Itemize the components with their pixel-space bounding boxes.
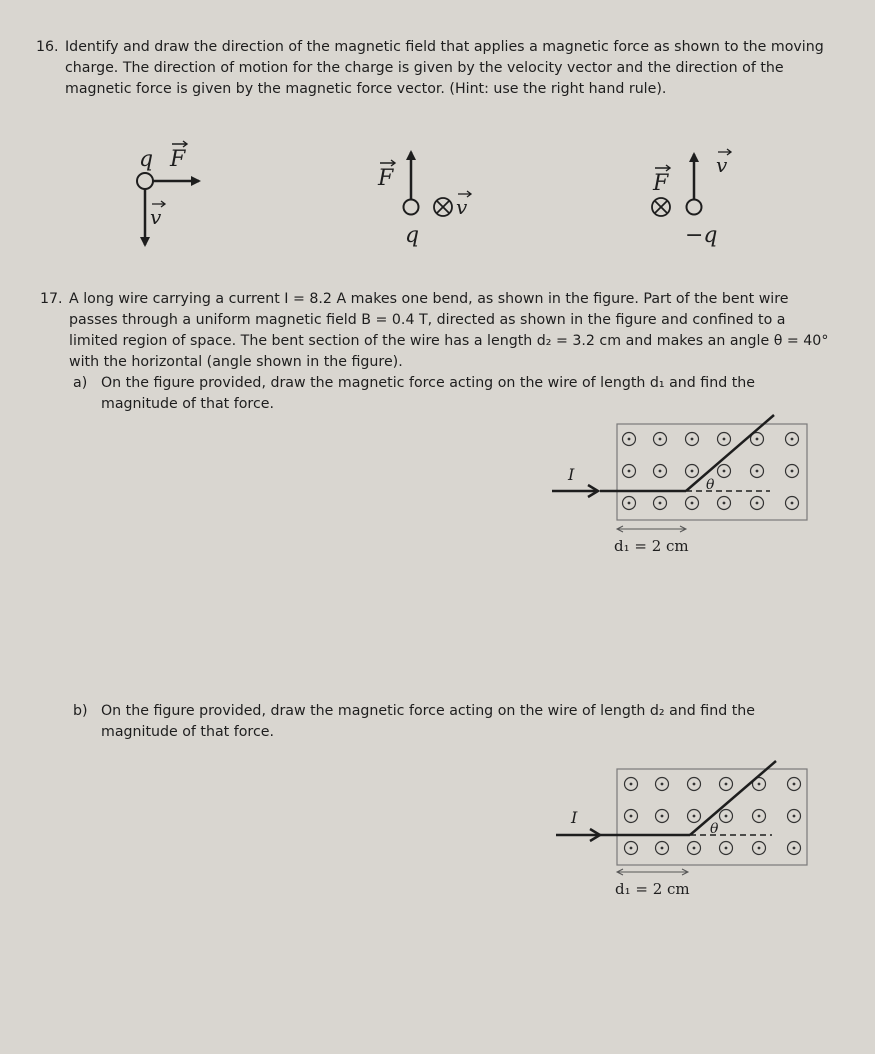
field-dot-center xyxy=(628,438,631,441)
field-dot-center xyxy=(659,470,662,473)
field-dot-center xyxy=(691,502,694,505)
length-dimension-arrow-icon xyxy=(617,526,686,532)
into-page-icon xyxy=(434,198,452,216)
charge-label: q xyxy=(139,147,154,172)
wire-bent-section xyxy=(690,761,776,835)
current-label: I xyxy=(568,465,575,484)
force-label: F xyxy=(170,147,186,172)
question-text: Identify and draw the direction of the magnetic field that applies a magnetic force as shown to the moving charge. The direction of motion for the charge is given by the velocity vector and the direction of the magnetic force is given by the magnetic force vector. (Hint: use the right hand rule). xyxy=(65,39,824,97)
field-dot-center xyxy=(723,502,726,505)
field-dot-center xyxy=(659,438,662,441)
field-dot-center xyxy=(661,847,664,850)
question-number: 17. xyxy=(40,291,63,307)
field-dot-center xyxy=(793,815,796,818)
velocity-label: v xyxy=(150,205,162,229)
field-dot-center xyxy=(791,470,794,473)
figure-a xyxy=(0,400,875,560)
field-dot-center xyxy=(723,438,726,441)
field-dot-center xyxy=(723,470,726,473)
part-text: On the figure provided, draw the magnetic force acting on the wire of length d₁ and find the magnitude of that force. xyxy=(101,375,756,412)
question-number: 16. xyxy=(36,39,59,55)
field-dot-center xyxy=(628,502,631,505)
length-label: d₁ = 2 cm xyxy=(614,537,689,555)
field-dot-center xyxy=(756,502,759,505)
current-label: I xyxy=(571,808,578,827)
question-17 xyxy=(40,289,830,373)
field-dot-center xyxy=(693,847,696,850)
length-dimension-arrow-icon xyxy=(617,869,688,875)
field-dot-center xyxy=(659,502,662,505)
angle-label: θ xyxy=(706,477,715,493)
question-17-part-b xyxy=(73,701,833,743)
part-label: b) xyxy=(73,703,88,719)
field-dot-center xyxy=(630,783,633,786)
field-dot-center xyxy=(756,438,759,441)
length-label: d₁ = 2 cm xyxy=(615,880,690,898)
field-dot-center xyxy=(725,783,728,786)
field-dot-center xyxy=(725,847,728,850)
question-16 xyxy=(36,37,826,100)
field-dot-center xyxy=(758,815,761,818)
field-dot-center xyxy=(756,470,759,473)
figure-b xyxy=(0,747,875,907)
field-dot-center xyxy=(793,847,796,850)
field-dot-center xyxy=(758,783,761,786)
field-dot-center xyxy=(691,438,694,441)
diagram-1 xyxy=(137,141,199,245)
field-dot-center xyxy=(791,502,794,505)
force-label: F xyxy=(653,171,669,196)
current-arrow-icon xyxy=(556,829,600,841)
field-dot-center xyxy=(693,815,696,818)
field-dot-center xyxy=(758,847,761,850)
velocity-label: v xyxy=(456,195,468,219)
field-dot-center xyxy=(693,783,696,786)
wire-bent-section xyxy=(686,415,774,491)
question-text: A long wire carrying a current I = 8.2 A makes one bend, as shown in the figure. Part of the bent wire passes through a uniform magnetic field B = 0.4 T, directed as shown in the figure and confined to a limited region of space. The bent section of the wire has a length d₂ = 3.2 cm and makes an angle θ = 40° with the horizontal (angle shown in the figure). xyxy=(69,291,829,370)
field-dot-center xyxy=(630,815,633,818)
part-text: On the figure provided, draw the magnetic force acting on the wire of length d₂ and find the magnitude of that force. xyxy=(101,703,756,740)
field-dot-center xyxy=(661,815,664,818)
velocity-label: v xyxy=(716,153,728,177)
field-dot-center xyxy=(630,847,633,850)
charge-label: q xyxy=(405,223,420,248)
part-label: a) xyxy=(73,375,88,391)
field-dot-center xyxy=(661,783,664,786)
field-dot-center xyxy=(793,783,796,786)
angle-label: θ xyxy=(710,821,719,837)
diagram-2 xyxy=(377,152,471,248)
charge-circle xyxy=(137,173,153,189)
field-dot-center xyxy=(791,438,794,441)
charge-label: −q xyxy=(685,223,718,248)
charge-circle xyxy=(687,200,702,215)
diagram-3 xyxy=(652,149,731,248)
into-page-icon xyxy=(652,198,670,216)
field-region xyxy=(617,424,807,520)
field-dot-center xyxy=(725,815,728,818)
field-dot-center xyxy=(628,470,631,473)
charge-circle xyxy=(404,200,419,215)
current-arrow-icon xyxy=(552,485,598,497)
field-dot-center xyxy=(691,470,694,473)
force-label: F xyxy=(378,166,394,191)
